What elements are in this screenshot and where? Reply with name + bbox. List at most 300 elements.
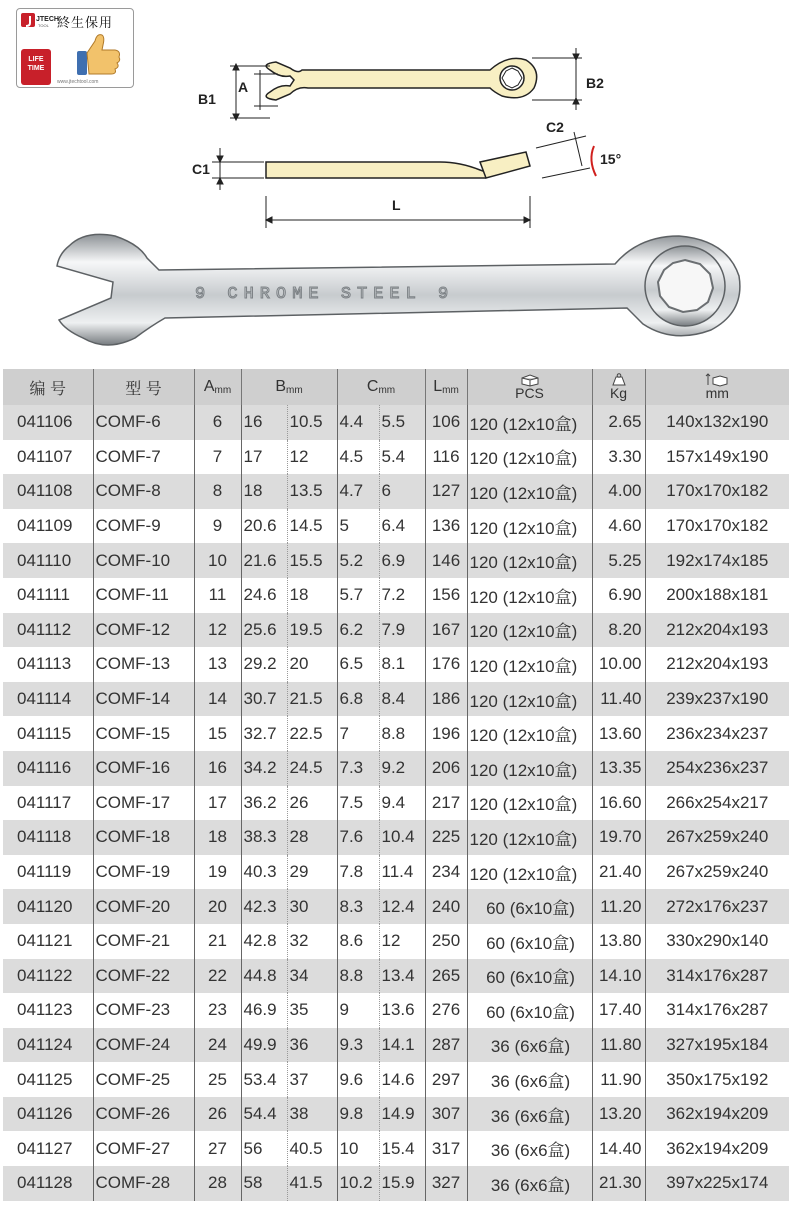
cell-l: 287 <box>425 1028 467 1063</box>
label-angle: 15° <box>600 151 622 167</box>
cell-a: 23 <box>194 993 241 1028</box>
cell-l: 297 <box>425 1062 467 1097</box>
header-model: 型 号 <box>93 369 194 405</box>
cell-b2: 21.5 <box>287 682 337 717</box>
table-row <box>3 613 789 648</box>
cell-a: 21 <box>194 924 241 959</box>
cell-pcs: 120 (12x10盒) <box>467 682 592 717</box>
cell-c1: 5 <box>337 509 379 544</box>
cell-b1: 29.2 <box>241 647 287 682</box>
table-row <box>3 1166 789 1201</box>
table-header-row <box>3 369 789 405</box>
cell-l: 196 <box>425 716 467 751</box>
cell-c2: 5.5 <box>379 405 425 440</box>
table-row <box>3 509 789 544</box>
cell-model: COMF-6 <box>93 405 194 440</box>
table-row <box>3 543 789 578</box>
badge-line2: TIME <box>27 65 45 72</box>
header-c: $C_{mm}$ <box>337 369 425 405</box>
cell-l: 127 <box>425 474 467 509</box>
cell-code: 041124 <box>3 1028 93 1063</box>
cell-b1: 34.2 <box>241 751 287 786</box>
cell-b1: 40.3 <box>241 855 287 890</box>
cell-c2: 9.4 <box>379 786 425 821</box>
header-mm: mm <box>645 369 789 405</box>
cell-pcs: 36 (6x6盒) <box>467 1062 592 1097</box>
cell-c2: 8.4 <box>379 682 425 717</box>
cell-b1: 53.4 <box>241 1062 287 1097</box>
cell-carton: 267x259x240 <box>645 855 789 890</box>
cell-a: 19 <box>194 855 241 890</box>
cell-kg: 6.90 <box>592 578 645 613</box>
cell-model: COMF-21 <box>93 924 194 959</box>
cell-pcs: 60 (6x10盒) <box>467 889 592 924</box>
cell-b2: 24.5 <box>287 751 337 786</box>
cell-kg: 19.70 <box>592 820 645 855</box>
thumbs-up-icon <box>75 31 123 77</box>
cell-code: 041113 <box>17 654 72 674</box>
cell-c2: 13.4 <box>379 959 425 994</box>
wrench-dimension-diagram <box>190 40 650 240</box>
top-view-drawing <box>266 58 537 100</box>
cell-pcs: 36 (6x6盒) <box>467 1097 592 1132</box>
header-a: $A_{mm}$ <box>194 369 241 405</box>
table-row <box>3 440 789 475</box>
cell-code: 041123 <box>17 1000 73 1020</box>
header-l: $L_{mm}$ <box>425 369 467 405</box>
cell-kg: 2.65 <box>592 405 645 440</box>
cell-c2: 6.4 <box>379 509 425 544</box>
cell-code: 041118 <box>3 820 93 855</box>
cell-kg: 14.40 <box>592 1131 645 1166</box>
cell-pcs: 120 (12x10盒) <box>467 716 592 751</box>
cell-model: COMF-15 <box>93 716 194 751</box>
cell-l: 327 <box>425 1166 467 1201</box>
cell-code: 041108 <box>3 474 93 509</box>
cell-c1: 7.8 <box>337 855 379 890</box>
cell-l: 186 <box>425 682 467 717</box>
cell-kg: 11.80 <box>592 1028 645 1063</box>
cell-model: COMF-12 <box>93 613 194 648</box>
cell-kg: 10.00 <box>592 647 645 682</box>
cell-l: 106 <box>425 405 467 440</box>
cell-l: 176 <box>425 647 467 682</box>
cell-a: 28 <box>194 1166 241 1201</box>
cell-c2: 9.2 <box>379 751 425 786</box>
cell-b2: 19.5 <box>287 613 337 648</box>
cell-pcs: 60 (6x10盒) <box>467 924 592 959</box>
label-l: L <box>392 197 401 213</box>
cell-kg: 16.60 <box>592 786 645 821</box>
table-row <box>3 716 789 751</box>
cell-a: 9 <box>194 509 241 544</box>
cell-code: 041111 <box>17 585 70 605</box>
cell-code: 041119 <box>17 862 72 882</box>
cell-kg: 13.20 <box>592 1097 645 1132</box>
cell-model: COMF-16 <box>93 751 194 786</box>
cell-l: 146 <box>425 543 467 578</box>
cell-a: 6 <box>194 405 241 440</box>
cell-carton: 170x170x182 <box>645 509 789 544</box>
cell-carton: 170x170x182 <box>645 474 789 509</box>
cell-c2: 7.2 <box>379 578 425 613</box>
cell-c2: 12 <box>379 924 425 959</box>
cell-b1: 30.7 <box>241 682 287 717</box>
cell-b1: 18 <box>241 474 287 509</box>
cell-carton: 350x175x192 <box>645 1062 789 1097</box>
cell-code: 041127 <box>17 1138 73 1158</box>
wrench-product-photo <box>55 226 755 356</box>
cell-a: 12 <box>194 613 241 648</box>
side-view-drawing <box>266 152 530 178</box>
cell-kg: 8.20 <box>592 613 645 648</box>
cell-carton: 192x174x185 <box>645 543 789 578</box>
lifetime-badge <box>21 49 51 85</box>
cell-kg: 4.00 <box>592 474 645 509</box>
cell-b2: 36 <box>287 1028 337 1063</box>
cell-carton: 327x195x184 <box>645 1028 789 1063</box>
cell-kg: 11.40 <box>592 682 645 717</box>
cell-c2: 10.4 <box>379 820 425 855</box>
cell-b1: 17 <box>241 440 287 475</box>
cell-code: 041114 <box>3 682 93 717</box>
cell-carton: 397x225x174 <box>645 1166 789 1201</box>
cell-a: 15 <box>194 716 241 751</box>
cell-a: 27 <box>194 1131 241 1166</box>
cell-model: COMF-24 <box>93 1028 194 1063</box>
cell-b2: 29 <box>287 855 337 890</box>
cell-c1: 4.4 <box>337 405 379 440</box>
cell-c1: 8.8 <box>337 959 379 994</box>
cell-carton: 266x254x217 <box>645 786 789 821</box>
cell-model: COMF-22 <box>93 959 194 994</box>
jtech-logo-icon <box>21 13 59 41</box>
cell-l: 156 <box>425 578 467 613</box>
cell-l: 116 <box>425 440 467 475</box>
cell-b1: 42.8 <box>241 924 287 959</box>
cell-carton: 212x204x193 <box>645 613 789 648</box>
cell-pcs: 60 (6x10盒) <box>467 993 592 1028</box>
cell-c2: 8.1 <box>379 647 425 682</box>
table-row <box>3 1062 789 1097</box>
cell-pcs: 120 (12x10盒) <box>467 578 592 613</box>
label-c1: C1 <box>192 161 210 177</box>
cell-a: 8 <box>194 474 241 509</box>
cell-model: COMF-11 <box>93 578 194 613</box>
table-row <box>3 959 789 994</box>
cell-carton: 236x234x237 <box>645 716 789 751</box>
cell-c1: 5.2 <box>337 543 379 578</box>
cell-pcs: 120 (12x10盒) <box>467 509 592 544</box>
cell-code: 041120 <box>3 889 93 924</box>
cell-c2: 14.9 <box>379 1097 425 1132</box>
cell-c2: 8.8 <box>379 716 425 751</box>
cell-code: 041116 <box>3 751 93 786</box>
cell-b2: 15.5 <box>287 543 337 578</box>
cell-c2: 15.4 <box>379 1131 425 1166</box>
cell-pcs: 120 (12x10盒) <box>467 440 592 475</box>
cell-a: 20 <box>194 889 241 924</box>
cell-a: 26 <box>194 1097 241 1132</box>
cell-l: 136 <box>425 509 467 544</box>
cell-a: 25 <box>194 1062 241 1097</box>
cell-kg: 13.80 <box>592 924 645 959</box>
table-row <box>3 682 789 717</box>
cell-pcs: 36 (6x6盒) <box>467 1131 592 1166</box>
cell-l: 234 <box>425 855 467 890</box>
cell-pcs: 36 (6x6盒) <box>467 1166 592 1201</box>
cell-a: 10 <box>194 543 241 578</box>
b1-dimension <box>230 64 270 120</box>
cell-kg: 17.40 <box>592 993 645 1028</box>
angle-arc-icon <box>591 146 596 176</box>
cell-carton: 362x194x209 <box>645 1131 789 1166</box>
cell-carton: 140x132x190 <box>645 405 789 440</box>
cell-c1: 8.3 <box>337 889 379 924</box>
wrench-engraving: 9 CHROME STEEL 9 <box>195 285 455 304</box>
cell-code: 041109 <box>17 516 73 536</box>
cell-kg: 13.35 <box>592 751 645 786</box>
cell-model: COMF-23 <box>93 993 194 1028</box>
cell-l: 206 <box>425 751 467 786</box>
cell-code: 041112 <box>3 613 93 648</box>
cell-c2: 13.6 <box>379 993 425 1028</box>
spec-table <box>3 369 789 1201</box>
cell-pcs: 120 (12x10盒) <box>467 751 592 786</box>
cell-b2: 14.5 <box>287 509 337 544</box>
cell-c1: 10.2 <box>337 1166 379 1201</box>
cell-c2: 6.9 <box>379 543 425 578</box>
cell-model: COMF-10 <box>93 543 194 578</box>
cell-c1: 4.5 <box>337 440 379 475</box>
cell-b1: 44.8 <box>241 959 287 994</box>
cell-pcs: 120 (12x10盒) <box>467 820 592 855</box>
cell-pcs: 120 (12x10盒) <box>467 786 592 821</box>
cell-carton: 330x290x140 <box>645 924 789 959</box>
header-code: 编 号 <box>3 369 93 405</box>
cell-model: COMF-28 <box>93 1166 194 1201</box>
cell-c1: 4.7 <box>337 474 379 509</box>
cell-kg: 11.90 <box>592 1062 645 1097</box>
cell-kg: 4.60 <box>592 509 645 544</box>
cell-a: 22 <box>194 959 241 994</box>
cell-b2: 38 <box>287 1097 337 1132</box>
logo-url: www.jtechtool.com <box>57 79 99 85</box>
cell-b1: 42.3 <box>241 889 287 924</box>
cell-c1: 6.5 <box>337 647 379 682</box>
cell-kg: 14.10 <box>592 959 645 994</box>
table-row <box>3 1131 789 1166</box>
cell-kg: 5.25 <box>592 543 645 578</box>
cell-c1: 7.6 <box>337 820 379 855</box>
cell-c1: 9 <box>337 993 379 1028</box>
cell-pcs: 120 (12x10盒) <box>467 855 592 890</box>
cell-b1: 16 <box>241 405 287 440</box>
cell-pcs: 120 (12x10盒) <box>467 474 592 509</box>
cell-a: 11 <box>194 578 241 613</box>
cell-c2: 14.1 <box>379 1028 425 1063</box>
cell-b2: 32 <box>287 924 337 959</box>
label-a: A <box>238 79 249 95</box>
cell-carton: 200x188x181 <box>645 578 789 613</box>
cell-kg: 21.40 <box>592 855 645 890</box>
cell-b1: 25.6 <box>241 613 287 648</box>
cell-l: 317 <box>425 1131 467 1166</box>
cell-c1: 6.8 <box>337 682 379 717</box>
cell-c2: 14.6 <box>379 1062 425 1097</box>
cell-b2: 10.5 <box>287 405 337 440</box>
cell-code: 041128 <box>3 1166 93 1201</box>
cell-l: 250 <box>425 924 467 959</box>
cell-b2: 28 <box>287 820 337 855</box>
cell-kg: 21.30 <box>592 1166 645 1201</box>
cell-b1: 58 <box>241 1166 287 1201</box>
cell-a: 24 <box>194 1028 241 1063</box>
cell-kg: 13.60 <box>592 716 645 751</box>
cell-b2: 34 <box>287 959 337 994</box>
svg-text:TOOL: TOOL <box>38 23 49 28</box>
cell-c2: 12.4 <box>379 889 425 924</box>
cell-code: 041125 <box>17 1069 73 1089</box>
cell-carton: 157x149x190 <box>645 440 789 475</box>
lifetime-warranty-text: 終生保用 <box>57 16 114 31</box>
cell-pcs: 120 (12x10盒) <box>467 647 592 682</box>
cell-c2: 5.4 <box>379 440 425 475</box>
cell-b2: 13.5 <box>287 474 337 509</box>
cell-c1: 7.3 <box>337 751 379 786</box>
cell-l: 240 <box>425 889 467 924</box>
label-c2: C2 <box>546 119 564 135</box>
cell-c2: 15.9 <box>379 1166 425 1201</box>
cell-carton: 314x176x287 <box>645 959 789 994</box>
label-b1: B1 <box>198 91 216 107</box>
cell-l: 265 <box>425 959 467 994</box>
cell-code: 041115 <box>17 723 72 743</box>
cell-c1: 9.6 <box>337 1062 379 1097</box>
cell-b2: 22.5 <box>287 716 337 751</box>
cell-kg: 3.30 <box>592 440 645 475</box>
c1-dimension <box>212 148 264 190</box>
cell-c1: 9.3 <box>337 1028 379 1063</box>
b2-dimension <box>532 48 582 110</box>
table-row <box>3 993 789 1028</box>
cell-model: COMF-7 <box>93 440 194 475</box>
cell-c1: 10 <box>337 1131 379 1166</box>
brand-logo <box>16 8 134 88</box>
cell-b1: 46.9 <box>241 993 287 1028</box>
table-row <box>3 786 789 821</box>
cell-carton: 254x236x237 <box>645 751 789 786</box>
cell-b2: 30 <box>287 889 337 924</box>
table-row <box>3 405 789 440</box>
cell-b2: 41.5 <box>287 1166 337 1201</box>
cell-c2: 11.4 <box>379 855 425 890</box>
cell-b1: 21.6 <box>241 543 287 578</box>
header-pcs: PCS <box>467 369 592 405</box>
table-row <box>3 855 789 890</box>
cell-pcs: 36 (6x6盒) <box>467 1028 592 1063</box>
cell-model: COMF-20 <box>93 889 194 924</box>
table-row <box>3 1097 789 1132</box>
cell-l: 167 <box>425 613 467 648</box>
cell-l: 225 <box>425 820 467 855</box>
cell-l: 217 <box>425 786 467 821</box>
cell-code: 041117 <box>17 792 72 812</box>
table-row <box>3 751 789 786</box>
cell-a: 14 <box>194 682 241 717</box>
cell-carton: 239x237x190 <box>645 682 789 717</box>
cell-c1: 5.7 <box>337 578 379 613</box>
table-row <box>3 647 789 682</box>
badge-line1: LIFE <box>28 56 44 63</box>
cell-a: 16 <box>194 751 241 786</box>
header-b: $B_{mm}$ <box>241 369 337 405</box>
svg-text:JTECH: JTECH <box>36 16 59 23</box>
cell-c1: 6.2 <box>337 613 379 648</box>
cell-c1: 9.8 <box>337 1097 379 1132</box>
cell-b1: 54.4 <box>241 1097 287 1132</box>
cell-carton: 212x204x193 <box>645 647 789 682</box>
cell-code: 041122 <box>3 959 93 994</box>
cell-b2: 35 <box>287 993 337 1028</box>
cell-code: 041121 <box>17 931 73 951</box>
cell-b1: 20.6 <box>241 509 287 544</box>
cell-b2: 20 <box>287 647 337 682</box>
cell-model: COMF-25 <box>93 1062 194 1097</box>
cell-c2: 7.9 <box>379 613 425 648</box>
cell-model: COMF-19 <box>93 855 194 890</box>
cell-b1: 56 <box>241 1131 287 1166</box>
cell-code: 041106 <box>3 405 93 440</box>
cell-c2: 6 <box>379 474 425 509</box>
cell-pcs: 120 (12x10盒) <box>467 405 592 440</box>
table-row <box>3 889 789 924</box>
table-row <box>3 820 789 855</box>
cell-b2: 37 <box>287 1062 337 1097</box>
cell-b1: 32.7 <box>241 716 287 751</box>
cell-kg: 11.20 <box>592 889 645 924</box>
cell-pcs: 120 (12x10盒) <box>467 613 592 648</box>
cell-b1: 49.9 <box>241 1028 287 1063</box>
cell-c1: 7.5 <box>337 786 379 821</box>
cell-b1: 36.2 <box>241 786 287 821</box>
cell-carton: 314x176x287 <box>645 993 789 1028</box>
cell-model: COMF-26 <box>93 1097 194 1132</box>
c2-dimension <box>536 132 590 178</box>
cell-l: 307 <box>425 1097 467 1132</box>
table-row <box>3 1028 789 1063</box>
cell-model: COMF-9 <box>93 509 194 544</box>
cell-model: COMF-13 <box>93 647 194 682</box>
cell-c1: 8.6 <box>337 924 379 959</box>
cell-b2: 18 <box>287 578 337 613</box>
cell-b1: 24.6 <box>241 578 287 613</box>
cell-l: 276 <box>425 993 467 1028</box>
cell-code: 041126 <box>3 1097 93 1132</box>
cell-a: 17 <box>194 786 241 821</box>
cell-carton: 267x259x240 <box>645 820 789 855</box>
cell-carton: 272x176x237 <box>645 889 789 924</box>
cell-b2: 40.5 <box>287 1131 337 1166</box>
cell-code: 041110 <box>3 543 93 578</box>
cell-b2: 26 <box>287 786 337 821</box>
cell-pcs: 120 (12x10盒) <box>467 543 592 578</box>
cell-a: 13 <box>194 647 241 682</box>
cell-model: COMF-8 <box>93 474 194 509</box>
cell-code: 041107 <box>17 446 73 466</box>
cell-model: COMF-14 <box>93 682 194 717</box>
cell-carton: 362x194x209 <box>645 1097 789 1132</box>
